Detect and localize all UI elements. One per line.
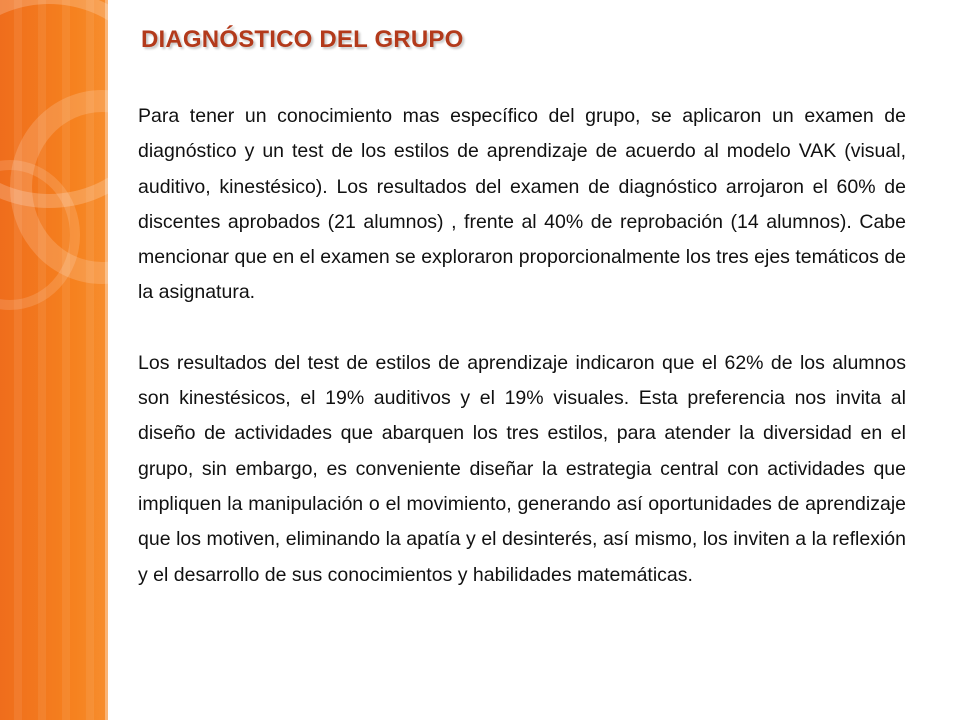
slide-body [138, 99, 906, 593]
decorative-side-band [0, 0, 108, 720]
band-edge [105, 0, 108, 720]
slide-title: DIAGNÓSTICO DEL GRUPO [141, 26, 464, 53]
paragraph-learning-styles: Los resultados del test de estilos de aprendizaje indicaron que el 62% de los alumnos son kinestésicos, el 19% auditivos y el 19% visuales. Esta preferencia nos invita al diseño de actividades que abarquen los tres estilos, para atender la diversidad en el grupo, sin embargo, es conveniente diseñar la estrategia central con actividades que impliquen la manipulación o el movimiento, generando así oportunidades de aprendizaje que los motiven, eliminando la apatía y el desinterés, así mismo, los inviten a la reflexión y el desarrollo de sus conocimientos y habilidades matemáticas. [138, 351, 906, 586]
paragraph-diagnostic-results: Para tener un conocimiento mas específico del grupo, se aplicaron un examen de diagnóstico y un test de los estilos de aprendizaje de acuerdo al modelo VAK (visual, auditivo, kinestésico). Los resultados del examen de diagnóstico arrojaron el 60% de discentes aprobados (21 alumnos) , frente al 40% de reprobación (14 alumnos). Cabe mencionar que en el examen se exploraron proporcionalmente los tres ejes temáticos de la asignatura. [138, 105, 906, 304]
